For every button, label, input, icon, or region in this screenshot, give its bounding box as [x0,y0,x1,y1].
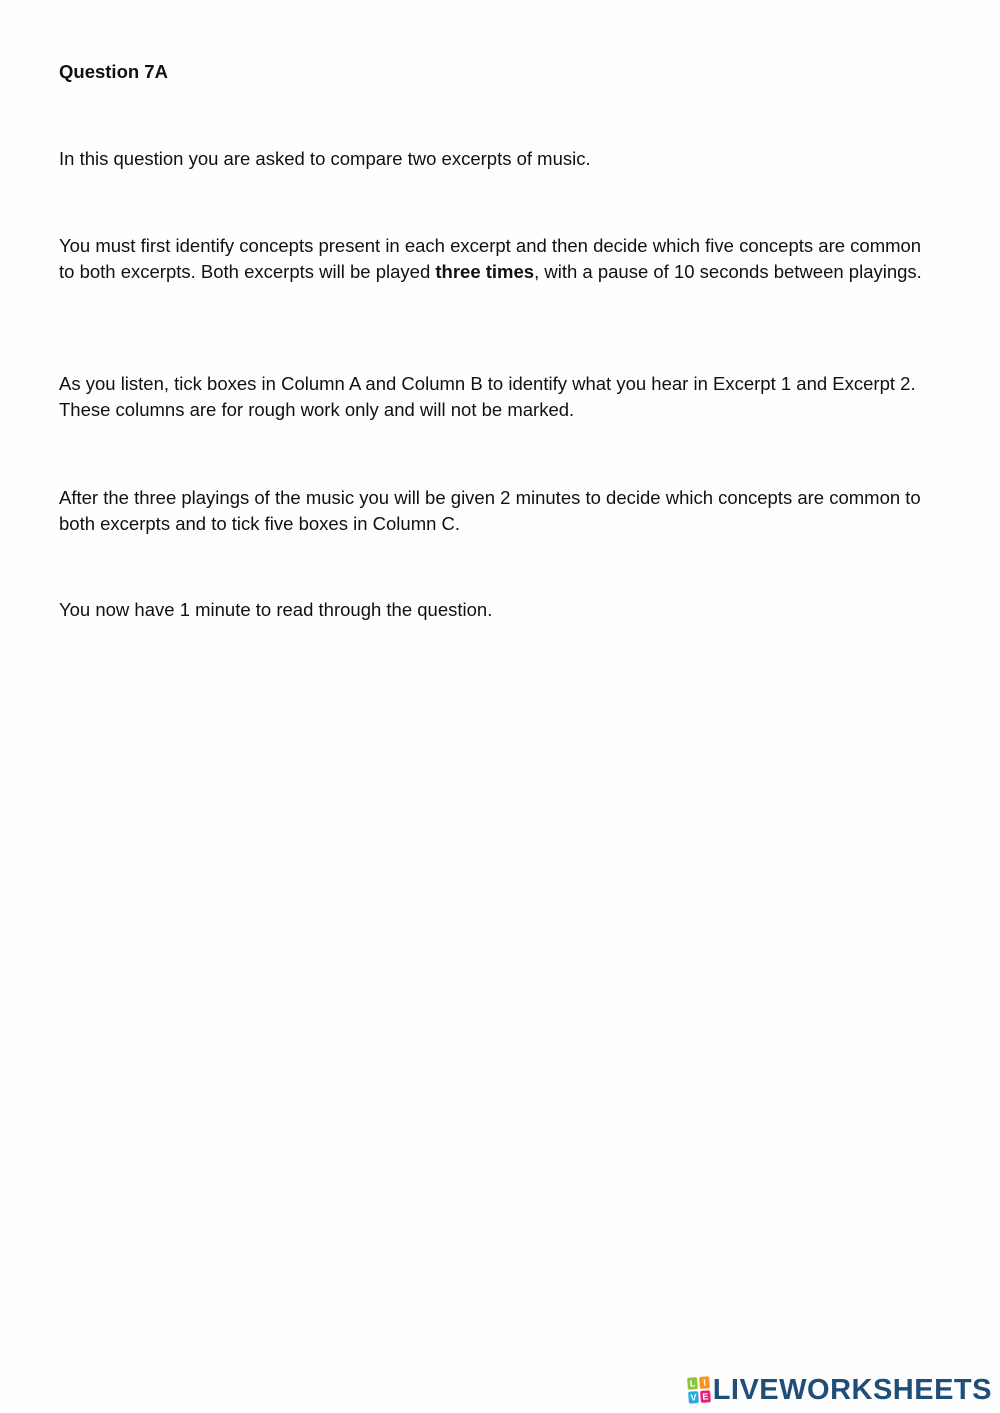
question-heading: Question 7A [59,61,168,82]
after-playing-paragraph: After the three playings of the music you will be given 2 minutes to decide which concepts are common to both excerpts and to tick five boxes in Column C. [59,487,921,534]
logo-wordmark: LIVEWORKSHEETS [712,1374,992,1406]
intro-paragraph: In this question you are asked to compare two excerpts of music. [59,148,591,169]
logo-tile-v: V [688,1391,699,1404]
logo-mark-icon [687,1376,711,1403]
listening-paragraph: As you listen, tick boxes in Column A and Column B to identify what you hear in Excerpt 1 and Excerpt 2. These columns are for rough work only and will not be marked. [59,373,916,420]
logo-tile-e: E [700,1390,711,1403]
instructions-paragraph [59,233,939,285]
instructions-text-start: You must first identify concepts present in each excerpt and then decide which five concepts are common to both excerpts. Both excerpts will be played [59,235,922,282]
instructions-emphasis: three times [435,261,535,282]
liveworksheets-logo [688,1375,992,1405]
logo-tile-l: L [687,1377,698,1390]
logo-tile-i: I [699,1376,710,1389]
instructions-text-end: , with a pause of 10 seconds between playings. [534,261,922,282]
reading-time-paragraph: You now have 1 minute to read through the question. [59,599,493,620]
